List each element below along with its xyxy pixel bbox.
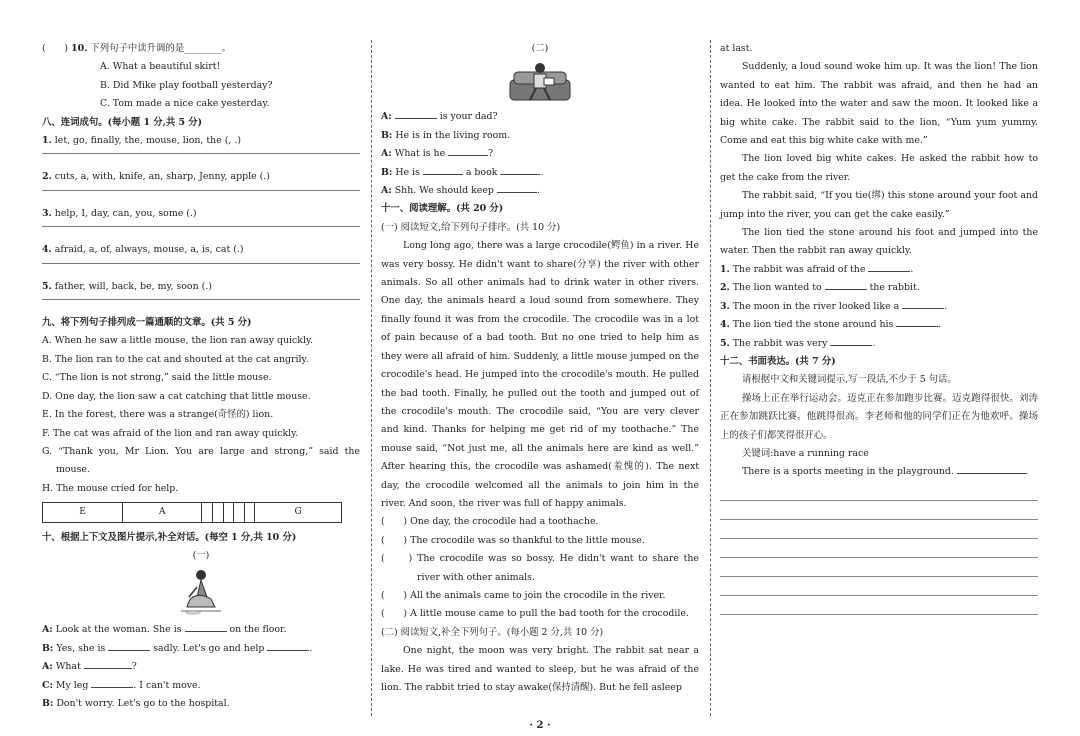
item-number: 3. xyxy=(42,207,52,219)
dialog-text: ? xyxy=(488,148,494,160)
dialog-text: He is xyxy=(395,166,420,178)
s8-item xyxy=(42,241,360,263)
answer-bracket[interactable]: ( ) xyxy=(381,516,408,528)
question-text: 下列句子中读升调的是________。 xyxy=(90,43,231,54)
answer-bracket[interactable]: ( ) xyxy=(381,608,408,620)
reading-2-title: (二) 阅读短文,补全下列句子。(每小题 2 分,共 10 分) xyxy=(381,626,604,638)
dialog-line xyxy=(381,182,699,200)
order-item xyxy=(381,605,699,623)
blank[interactable] xyxy=(902,299,944,309)
question-text: . xyxy=(910,263,914,275)
dialog-text: Don't worry. Let's go to the hospital. xyxy=(56,697,230,709)
speaker: A: xyxy=(381,111,392,123)
dialog-text: What xyxy=(55,661,81,673)
column-left xyxy=(42,40,360,713)
order-text: The crocodile was so thankful to the little mouse. xyxy=(410,534,645,546)
section-9-title: 九、将下列句子排列成一篇通顺的文章。(共 5 分) xyxy=(42,317,252,329)
sentence-f: F. The cat was afraid of the lion and ran away quickly. xyxy=(42,427,299,439)
blank[interactable] xyxy=(497,183,537,193)
item-words: let, go, finally, the, mouse, lion, the (, .) xyxy=(54,135,241,147)
answer-line[interactable] xyxy=(42,263,360,264)
passage-paragraph: The lion tied the stone around his foot and jumped into the water. Then the rabbit ran away quickly. xyxy=(720,227,1038,257)
blank[interactable] xyxy=(395,109,437,119)
question-text: The lion wanted to xyxy=(732,282,822,294)
item-number: 1. xyxy=(42,135,52,147)
dialog-text: Yes, she is xyxy=(56,642,106,654)
writing-line[interactable] xyxy=(720,482,1038,501)
s8-item xyxy=(42,168,360,190)
fill-question xyxy=(720,316,1038,334)
dialog-line xyxy=(42,640,360,658)
section-8-title: 八、连词成句。(每小题 1 分,共 5 分) xyxy=(42,116,203,128)
man-reading-on-sofa-illustration xyxy=(504,60,576,106)
section-12-title: 十二、书面表达。(共 7 分) xyxy=(720,355,836,367)
order-cell[interactable] xyxy=(234,503,245,522)
writing-keywords: 关键词:have a running race xyxy=(742,447,869,459)
order-cell[interactable] xyxy=(202,503,213,522)
speaker: A: xyxy=(381,185,392,197)
order-cell[interactable] xyxy=(244,503,255,522)
answer-bracket[interactable]: ( ) xyxy=(381,534,408,546)
dialog-text: He is in the living room. xyxy=(395,129,511,141)
order-item xyxy=(381,532,699,550)
sentence-g: G. “Thank you, Mr Lion. You are large and strong,” said the mouse. xyxy=(42,445,360,476)
dialog-line xyxy=(42,658,360,676)
q10 xyxy=(42,40,360,58)
question-text: The rabbit was very xyxy=(732,337,828,349)
dialog-line xyxy=(381,164,699,182)
blank[interactable] xyxy=(896,317,938,327)
order-cell[interactable]: E xyxy=(43,503,123,522)
item-words: father, will, back, be, my, soon (.) xyxy=(54,280,212,292)
column-divider-2 xyxy=(710,40,711,716)
order-answer-table xyxy=(42,502,342,522)
order-cell[interactable]: A xyxy=(123,503,202,522)
item-number: 5. xyxy=(42,280,52,292)
dialog-line xyxy=(42,677,360,695)
blank[interactable] xyxy=(500,165,540,175)
writing-line[interactable] xyxy=(720,577,1038,596)
answer-line[interactable] xyxy=(42,226,360,227)
writing-start xyxy=(720,463,1038,481)
writing-prompt: 操场上正在举行运动会。迈克正在参加跑步比赛。迈克跑得很快。刘涛正在参加跳跃比赛。他跳得很高。李老师和他的同学们正在为他欢呼。操场上的孩子们都笑得很开心。 xyxy=(720,392,1038,441)
order-text: All the animals came to join the crocodile in the river. xyxy=(410,589,666,601)
reading-1-title: (一) 阅读短文,给下列句子排序。(共 10 分) xyxy=(381,221,561,233)
reading-1-passage: Long long ago, there was a large crocodile(鳄鱼) in a river. He was very bossy. He didn't want to share(分享) the river with other animals. So all other animals had to drink water in other rivers. One day, the animals heard a loud sound from somewhere. They finally found it was from the crocodile. The crocodile was in a lot of pain because of a bad tooth. But no one tried to help him as they were all afraid of him. Suddenly, a little mouse jumped on the crocodile's head. He jumped into the crocodile's mouth. He pulled the bad tooth. Finally, he pulled out the tooth and jumped out of the crocodile's mouth. The crocodile said, “You are very clever and kind. Thanks for helping me get rid of my toothache.” The mouse said, “Not just me, all the animals here are kind as well.” After hearing this, the crocodile was ashamed(羞愧的). The next day, the crocodile welcomed all the animals to join him in the river. And soon, the river was full of happy animals. xyxy=(381,240,699,509)
dialog-text: . I can't move. xyxy=(133,679,201,691)
item-words: afraid, a, of, always, mouse, a, is, cat (.) xyxy=(54,244,244,256)
blank[interactable] xyxy=(267,641,309,651)
blank[interactable] xyxy=(91,678,133,688)
writing-instruction: 请根据中文和关键词提示,写一段话,不少于 5 句话。 xyxy=(742,374,957,386)
answer-line[interactable] xyxy=(42,153,360,154)
passage-paragraph: The rabbit said, “If you tie(绑) this stone around your foot and jump into the river, you can get the cake easily.” xyxy=(720,190,1038,220)
question-text: The moon in the river looked like a xyxy=(732,300,900,312)
question-number: 2. xyxy=(720,282,730,294)
blank[interactable] xyxy=(108,641,150,651)
page-number: · 2 · xyxy=(529,720,551,731)
sentence-d: D. One day, the lion saw a cat catching that little mouse. xyxy=(42,390,311,402)
answer-line[interactable] xyxy=(42,299,360,300)
fill-question xyxy=(720,298,1038,316)
writing-line[interactable] xyxy=(720,501,1038,520)
s8-item xyxy=(42,132,360,154)
question-text: The lion tied the stone around his xyxy=(732,319,894,331)
question-number: 5. xyxy=(720,337,730,349)
speaker: B: xyxy=(381,166,393,178)
answer-bracket[interactable]: ( ) xyxy=(381,589,408,601)
blank[interactable] xyxy=(825,280,867,290)
speaker: B: xyxy=(42,642,54,654)
sentence-e: E. In the forest, there was a strange(奇怪的) lion. xyxy=(42,409,274,421)
question-text: the rabbit. xyxy=(869,282,920,294)
dialog-line xyxy=(381,145,699,163)
sentence-a: A. When he saw a little mouse, the lion ran away quickly. xyxy=(42,335,314,347)
question-number: 3. xyxy=(720,300,730,312)
blank[interactable] xyxy=(448,146,488,156)
order-text: A little mouse came to pull the bad tooth for the crocodile. xyxy=(410,608,689,620)
item-words: help, I, day, can, you, some (.) xyxy=(54,207,197,219)
answer-line[interactable] xyxy=(42,190,360,191)
question-text: . xyxy=(872,337,876,349)
dialog-line xyxy=(42,621,360,639)
blank[interactable] xyxy=(957,464,1027,474)
speaker: A: xyxy=(42,661,53,673)
question-number: 1. xyxy=(720,263,730,275)
passage-paragraph: Suddenly, a loud sound woke him up. It was the lion! The lion wanted to eat him. The rabbit was afraid, and then he had an idea. He looked into the water and saw the moon. It looked like a big white cake. The rabbit said to the lion, “Yum yum yummy. Come and eat this big white cake with me.” xyxy=(720,61,1038,147)
writing-line[interactable] xyxy=(720,539,1038,558)
speaker: B: xyxy=(381,129,393,141)
column-divider-1 xyxy=(371,40,372,716)
column-right xyxy=(720,40,1038,615)
fill-question xyxy=(720,335,1038,353)
writing-line[interactable] xyxy=(720,558,1038,577)
dialog-text: on the floor. xyxy=(229,624,287,636)
subsection-label: (一) xyxy=(192,549,210,561)
blank[interactable] xyxy=(84,659,132,669)
writing-start-text: There is a sports meeting in the playground. xyxy=(742,466,954,478)
item-number: 2. xyxy=(42,171,52,183)
order-text: One day, the crocodile had a toothache. xyxy=(410,516,599,528)
answer-bracket[interactable]: ( ) xyxy=(42,43,69,54)
item-number: 4. xyxy=(42,244,52,256)
order-text: The crocodile was so bossy. He didn't want to share the river with other animals. xyxy=(417,553,699,583)
dialog-text: Shh. We should keep xyxy=(394,185,494,197)
order-cell[interactable] xyxy=(223,503,234,522)
dialog-text: ? xyxy=(131,661,137,673)
subsection-label: (二) xyxy=(531,43,549,54)
writing-line[interactable] xyxy=(720,596,1038,615)
dialog-text: My leg xyxy=(55,679,89,691)
speaker: A: xyxy=(42,624,53,636)
blank[interactable] xyxy=(185,622,227,632)
dialog-text: . xyxy=(309,642,313,654)
blank[interactable] xyxy=(830,336,872,346)
dialog-text: What is he xyxy=(394,148,446,160)
fill-question xyxy=(720,261,1038,279)
speaker: B: xyxy=(42,697,54,709)
order-item xyxy=(381,550,699,587)
dialog-text: . xyxy=(540,166,544,178)
sitting-woman-illustration xyxy=(171,567,231,619)
dialog-text: . xyxy=(536,185,540,197)
s8-item xyxy=(42,205,360,227)
blank[interactable] xyxy=(423,165,463,175)
answer-bracket[interactable]: ( ) xyxy=(381,553,413,565)
order-item xyxy=(381,513,699,531)
speaker: A: xyxy=(381,148,392,160)
question-text: . xyxy=(944,300,948,312)
option-c: C. Tom made a nice cake yesterday. xyxy=(100,98,270,110)
speaker: C: xyxy=(42,679,53,691)
dialog-text: a book xyxy=(465,166,498,178)
section-10-title: 十、根据上下文及图片提示,补全对话。(每空 1 分,共 10 分) xyxy=(42,531,297,543)
dialog-line xyxy=(381,127,699,145)
reading-2-passage: One night, the moon was very bright. The rabbit sat near a lake. He was tired and wanted to sleep, but he was afraid of the lion. The rabbit tried to stay awake(保持清醒). But he fell asleep xyxy=(381,645,699,693)
s8-item xyxy=(42,278,360,300)
blank[interactable] xyxy=(868,262,910,272)
question-number: 10. xyxy=(71,43,88,54)
option-a: A. What a beautiful skirt! xyxy=(100,61,221,73)
order-cell[interactable]: G xyxy=(255,503,342,522)
column-middle xyxy=(381,40,699,697)
sentence-h: H. The mouse cried for help. xyxy=(42,482,179,494)
dialog-line xyxy=(42,695,360,713)
sentence-b: B. The lion ran to the cat and shouted at the cat angrily. xyxy=(42,353,309,365)
order-item xyxy=(381,587,699,605)
sentence-c: C. “The lion is not strong,” said the little mouse. xyxy=(42,372,272,384)
question-number: 4. xyxy=(720,319,730,331)
dialog-line xyxy=(381,108,699,126)
writing-line[interactable] xyxy=(720,520,1038,539)
passage-paragraph: The lion loved big white cakes. He asked the rabbit how to get the cake from the river. xyxy=(720,153,1038,183)
option-b: B. Did Mike play football yesterday? xyxy=(100,79,273,91)
question-text: . xyxy=(938,319,942,331)
item-words: cuts, a, with, knife, an, sharp, Jenny, apple (.) xyxy=(54,171,270,183)
dialog-text: sadly. Let's go and help xyxy=(153,642,265,654)
section-11-title: 十一、阅读理解。(共 20 分) xyxy=(381,203,504,215)
dialog-text: Look at the woman. She is xyxy=(55,624,182,636)
question-text: The rabbit was afraid of the xyxy=(732,263,866,275)
order-cell[interactable] xyxy=(212,503,223,522)
dialog-text: is your dad? xyxy=(439,111,498,123)
fill-question xyxy=(720,279,1038,297)
passage-continuation: at last. xyxy=(720,43,753,54)
